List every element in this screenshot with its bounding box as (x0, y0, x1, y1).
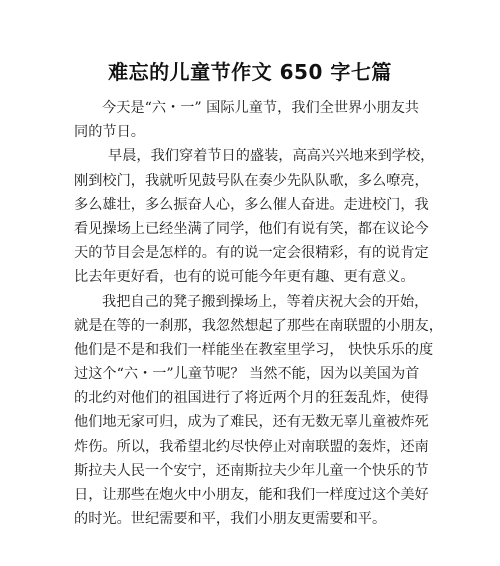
paragraph-line: 多么雄壮，多么振奋人心，多么催人奋进。走进校门，我 (74, 196, 429, 213)
paragraph-line: 过这个“六・一”儿童节呢？ 当然不能，因为以美国为首 (74, 366, 420, 383)
paragraph-line: 早晨，我们穿着节日的盛装，高高兴兴地来到学校， (108, 148, 435, 165)
document-title: 难忘的儿童节作文 650 字七篇 (108, 60, 392, 84)
paragraph-line: 今天是“六・一” 国际儿童节，我们全世界小朋友共 (102, 100, 419, 116)
paragraph-line: 他们地无家可归，成为了难民，还有无数无辜儿童被炸死 (74, 414, 429, 431)
paragraph-line: 就是在等的一刹那，我忽然想起了那些在南联盟的小朋友， (74, 317, 443, 334)
paragraph-line: 斯拉夫人民一个安宁，还南斯拉夫少年儿童一个快乐的节 (74, 462, 429, 479)
paragraph-line: 日，让那些在炮火中小朋友，能和我们一样度过这个美好 (74, 487, 429, 503)
paragraph-line: 天的节目会是怎样的。有的说一定会很精彩，有的说肯定 (74, 245, 429, 262)
paragraph-line: 比去年更好看，也有的说可能今年更有趣、更有意义。 (74, 269, 415, 286)
paragraph-line: 刚到校门，我就听见鼓号队在奏少先队队歌，多么嘹亮， (74, 172, 429, 189)
paragraph-line: 的时光。世纪需要和平，我们小朋友更需要和平。 (74, 511, 387, 528)
document-body (74, 96, 443, 531)
paragraph-line: 他们是不是和我们一样能坐在教室里学习， 快快乐乐的度 (74, 341, 434, 358)
paragraph-line: 看见操场上已经坐满了同学，他们有说有笑，都在议论今 (74, 220, 429, 237)
paragraph-line: 的北约对他们的祖国进行了将近两个月的狂轰乱炸，使得 (74, 390, 429, 407)
paragraph-line: 我把自己的凳子搬到操场上，等着庆祝大会的开始， (102, 293, 429, 310)
paragraph-line: 炸伤。所以，我希望北约尽快停止对南联盟的轰炸，还南 (74, 438, 429, 455)
paragraph-line: 同的节日。 (74, 124, 145, 141)
